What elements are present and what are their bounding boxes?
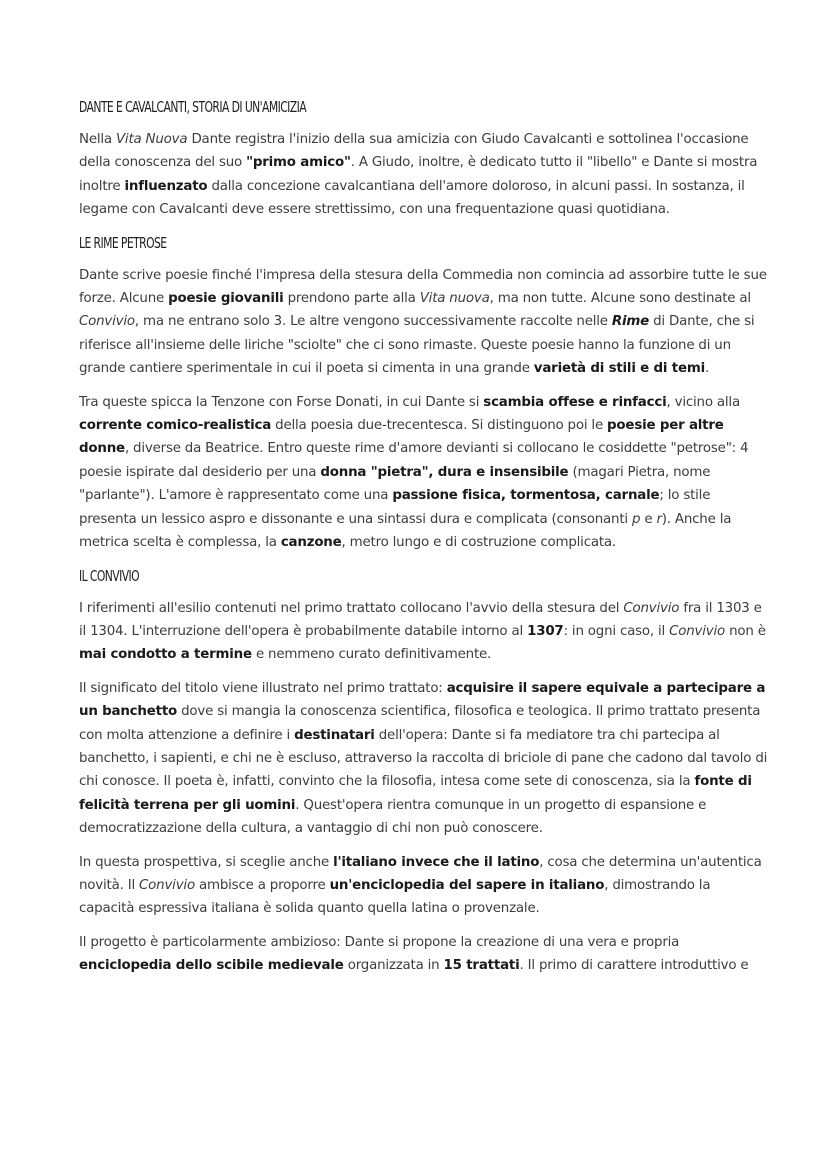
paragraph: [79, 677, 768, 841]
section-title: DANTE E CAVALCANTI, STORIA DI UN'AMICIZIA: [79, 98, 307, 116]
highlighted-text: passione fisica, tormentosa, carnale: [392, 488, 660, 504]
text-run: fra il 1303 e il 1304. L'interruzione dell'opera è probabilmente databile intorno al: [79, 600, 762, 639]
highlighted-text: corrente comico-realistica: [79, 418, 272, 434]
italic-text: Convivio: [623, 600, 680, 616]
text-run: : in ogni caso, il: [563, 623, 670, 639]
italic-text: Vita Nuova: [115, 132, 188, 147]
italic-text: Convivio: [139, 877, 195, 893]
highlighted-text: "primo amico": [246, 155, 351, 171]
text-run: non è: [725, 623, 766, 639]
text-run: , ma non tutte. Alcune sono destinate al: [489, 291, 751, 307]
paragraph: [79, 264, 768, 381]
highlighted-text: scambia offese e rinfacci: [483, 394, 667, 410]
highlighted-text: Rime: [611, 314, 650, 330]
paragraph: [79, 391, 768, 555]
text-run: ; lo stile presenta un lessico aspro e dissonante e una sintassi dura e complicata (consonanti: [79, 488, 711, 527]
section-title: LE RIME PETROSE: [79, 233, 167, 252]
text-run: prendono parte alla: [283, 291, 420, 307]
text-run: In questa prospettiva, si sceglie anche: [79, 854, 334, 870]
text-run: . A Giudo, inoltre, è dedicato tutto il "libello" e Dante si mostra inoltre: [79, 155, 758, 194]
section-convivio: [79, 565, 768, 978]
italic-text: Convivio: [79, 314, 135, 330]
text-run: , dimostrando la capacità espressiva italiana è solida quanto quella latina o provenzale.: [79, 877, 711, 917]
highlighted-text: donna "pietra", dura e insensibile: [320, 464, 569, 480]
highlighted-text: fonte di felicità terrena per gli uomini: [79, 774, 752, 813]
text-run: . Il primo di carattere introduttivo e: [519, 958, 749, 974]
text-run: , metro lungo e di costruzione complicata.: [341, 535, 616, 551]
highlighted-text: destinatari: [294, 727, 375, 743]
text-run: della poesia due-trecentesca. Si distinguono poi le: [271, 418, 608, 434]
text-run: (magari Pietra, nome "parlante"). L'amore è rappresentato come una: [79, 464, 711, 504]
italic-text: Convivio: [669, 623, 726, 639]
italic-text: Vita nuova: [419, 291, 490, 307]
text-run: Tra queste spicca la Tenzone con Forse Donati, in cui Dante si: [79, 394, 484, 410]
text-run: Nella: [79, 132, 116, 147]
section-title: IL CONVIVIO: [79, 566, 140, 585]
paragraph: [79, 597, 768, 667]
paragraph: [79, 128, 768, 222]
text-run: Dante registra l'inizio della sua amicizia con Giudo Cavalcanti e sottolinea l'occasione della conoscenza del suo: [79, 132, 749, 171]
highlighted-text: poesie per altre donne: [79, 418, 724, 457]
paragraph: [79, 931, 768, 978]
text-run: , diverse da Beatrice. Entro queste rime d'amore devianti si collocano le cosiddette "petrose": 4 poesie ispirate dal desiderio per una: [79, 441, 749, 480]
text-run: , ma ne entrano solo 3. Le altre vengono successivamente raccolte nelle: [134, 314, 612, 330]
highlighted-text: 1307: [527, 623, 564, 639]
text-run: e: [640, 511, 657, 527]
italic-text: p: [631, 511, 641, 527]
highlighted-text: un'enciclopedia del sapere in italiano: [329, 877, 605, 893]
highlighted-text: acquisire il sapere equivale a partecipare a un banchetto: [79, 680, 766, 720]
text-run: Il progetto è particolarmente ambizioso: Dante si propone la creazione di una vera e propria: [79, 934, 680, 950]
text-run: , cosa che determina un'autentica novità. Il: [79, 854, 762, 893]
highlighted-text: influenzato: [124, 178, 208, 194]
highlighted-text: l'italiano invece che il latino: [333, 854, 540, 870]
text-run: organizzata in: [343, 958, 444, 974]
text-run: I riferimenti all'esilio contenuti nel primo trattato collocano l'avvio della stesura del: [79, 600, 624, 616]
text-run: Il significato del titolo viene illustrato nel primo trattato:: [79, 680, 447, 696]
highlighted-text: canzone: [280, 535, 342, 551]
text-run: Dante scrive poesie finché l'impresa della stesura della Commedia non comincia ad assorbire tutte le sue forze. Alcune: [79, 267, 767, 307]
highlighted-text: enciclopedia dello scibile medievale: [79, 958, 344, 974]
highlighted-text: mai condotto a termine: [79, 647, 252, 663]
text-run: e nemmeno curato definitivamente.: [251, 647, 492, 663]
text-run: dalla concezione cavalcantiana dell'amore doloroso, in alcuni passi. In sostanza, il legame con Cavalcanti deve essere strettissimo, con una frequentazione quasi quotidiana.: [79, 178, 745, 218]
text-run: dell'opera: Dante si fa mediatore tra chi partecipa al banchetto, i sapienti, e chi ne è escluso, attraverso la raccolta di briciole di pane che cadono dal tavolo di chi conosce. Il poeta è, infatti, convinto che la filosofia, intesa come sete di conoscenza, sia la: [79, 727, 768, 790]
text-run: ambisce a proporre: [194, 877, 330, 893]
text-run: ). Anche la metrica scelta è complessa, la: [79, 511, 732, 551]
text-run: di Dante, che si riferisce all'insieme delle liriche "sciolte" che ci sono rimaste. Queste poesie hanno la funzione di un grande cantiere sperimentale in cui il poeta si cimenta in una grande: [79, 314, 755, 377]
text-run: dove si mangia la conoscenza scientifica, filosofica e teologica. Il primo trattato presenta con molta attenzione a definire i: [79, 704, 761, 743]
section-rime-petrose: [79, 232, 768, 555]
text-run: .: [704, 361, 710, 377]
text-run: , vicino alla: [666, 394, 740, 410]
highlighted-text: 15 trattati: [443, 958, 520, 974]
section-dante-cavalcanti: [79, 96, 768, 222]
italic-text: r: [656, 511, 662, 527]
highlighted-text: poesie giovanili: [168, 291, 284, 307]
paragraph: [79, 851, 768, 921]
highlighted-text: varietà di stili e di temi: [533, 361, 705, 377]
text-run: . Quest'opera rientra comunque in un progetto di espansione e democratizzazione della cultura, a vantaggio di chi non può conoscere.: [79, 797, 707, 837]
